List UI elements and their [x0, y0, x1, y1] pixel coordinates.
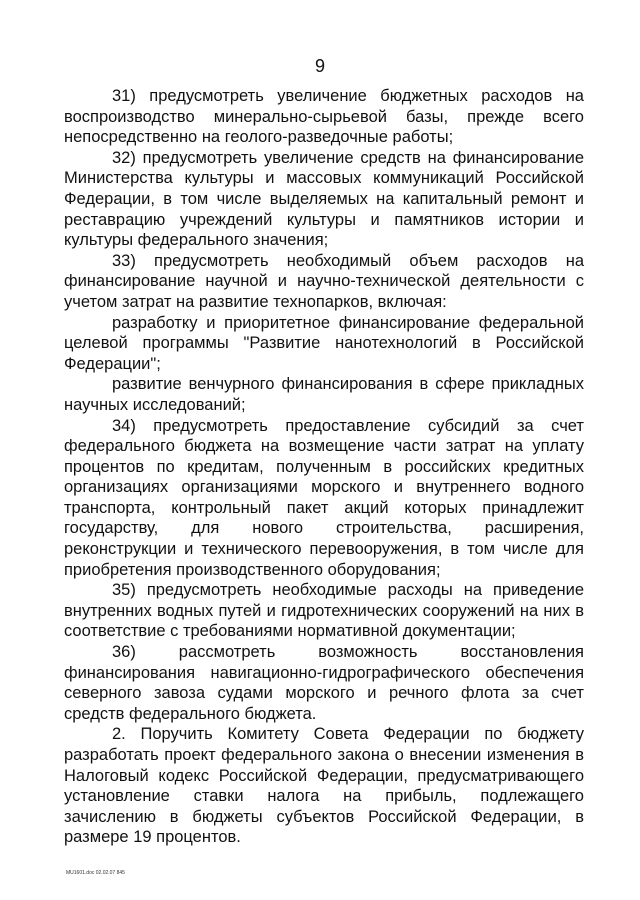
paragraph-point-2: 2. Поручить Комитету Совета Федерации по бюджету разработать проект федерального закона о внесении изменения в Налоговый кодекс Российской Федерации, предусматривающего установление ставки налога на прибыль, подлежащего зачислению в бюджеты субъектов Российской Федерации, в размере 19 процентов.: [64, 725, 584, 847]
file-reference-footer: MU1601.doc 02.02.07 845: [66, 870, 125, 876]
paragraph-item-33: 33) предусмотреть необходимый объем расходов на финансирование научной и научно-технической деятельности с учетом затрат на развитие технопарков, включая:: [64, 251, 584, 311]
paragraph-sub-nanotech: разработку и приоритетное финансирование федеральной целевой программы "Развитие нанотехнологий в Российской Федерации";: [64, 313, 584, 373]
paragraph-sub-venture: развитие венчурного финансирования в сфере прикладных научных исследований;: [64, 375, 584, 414]
paragraph-item-31: 31) предусмотреть увеличение бюджетных расходов на воспроизводство минерально-сырьевой базы, прежде всего непосредственно на геолого-разведочные работы;: [64, 87, 584, 147]
paragraph-item-32: 32) предусмотреть увеличение средств на финансирование Министерства культуры и массовых коммуникаций Российской Федерации, в том числе выделяемых на капитальный ремонт и реставрацию учреждений культуры и памятников истории и культуры федерального значения;: [64, 148, 584, 250]
page-number: 9: [314, 56, 325, 76]
paragraph-item-36: 36) рассмотреть возможность восстановления финансирования навигационно-гидрографического обеспечения северного завоза судами морского и речного флота за счет средств федерального бюджета.: [64, 643, 584, 723]
document-body: [64, 86, 584, 848]
paragraph-item-35: 35) предусмотреть необходимые расходы на приведение внутренних водных путей и гидротехнических сооружений на них в соответствие с требованиями нормативной документации;: [64, 581, 584, 641]
paragraph-item-34: 34) предусмотреть предоставление субсидий за счет федерального бюджета на возмещение части затрат на уплату процентов по кредитам, полученным в российских кредитных организациях организациями морского и внутреннего водного транспорта, контрольный пакет акций которых принадлежит государству, для нового строительства, расширения, реконструкции и технического перевооружения, в том числе для приобретения производственного оборудования;: [64, 416, 584, 579]
